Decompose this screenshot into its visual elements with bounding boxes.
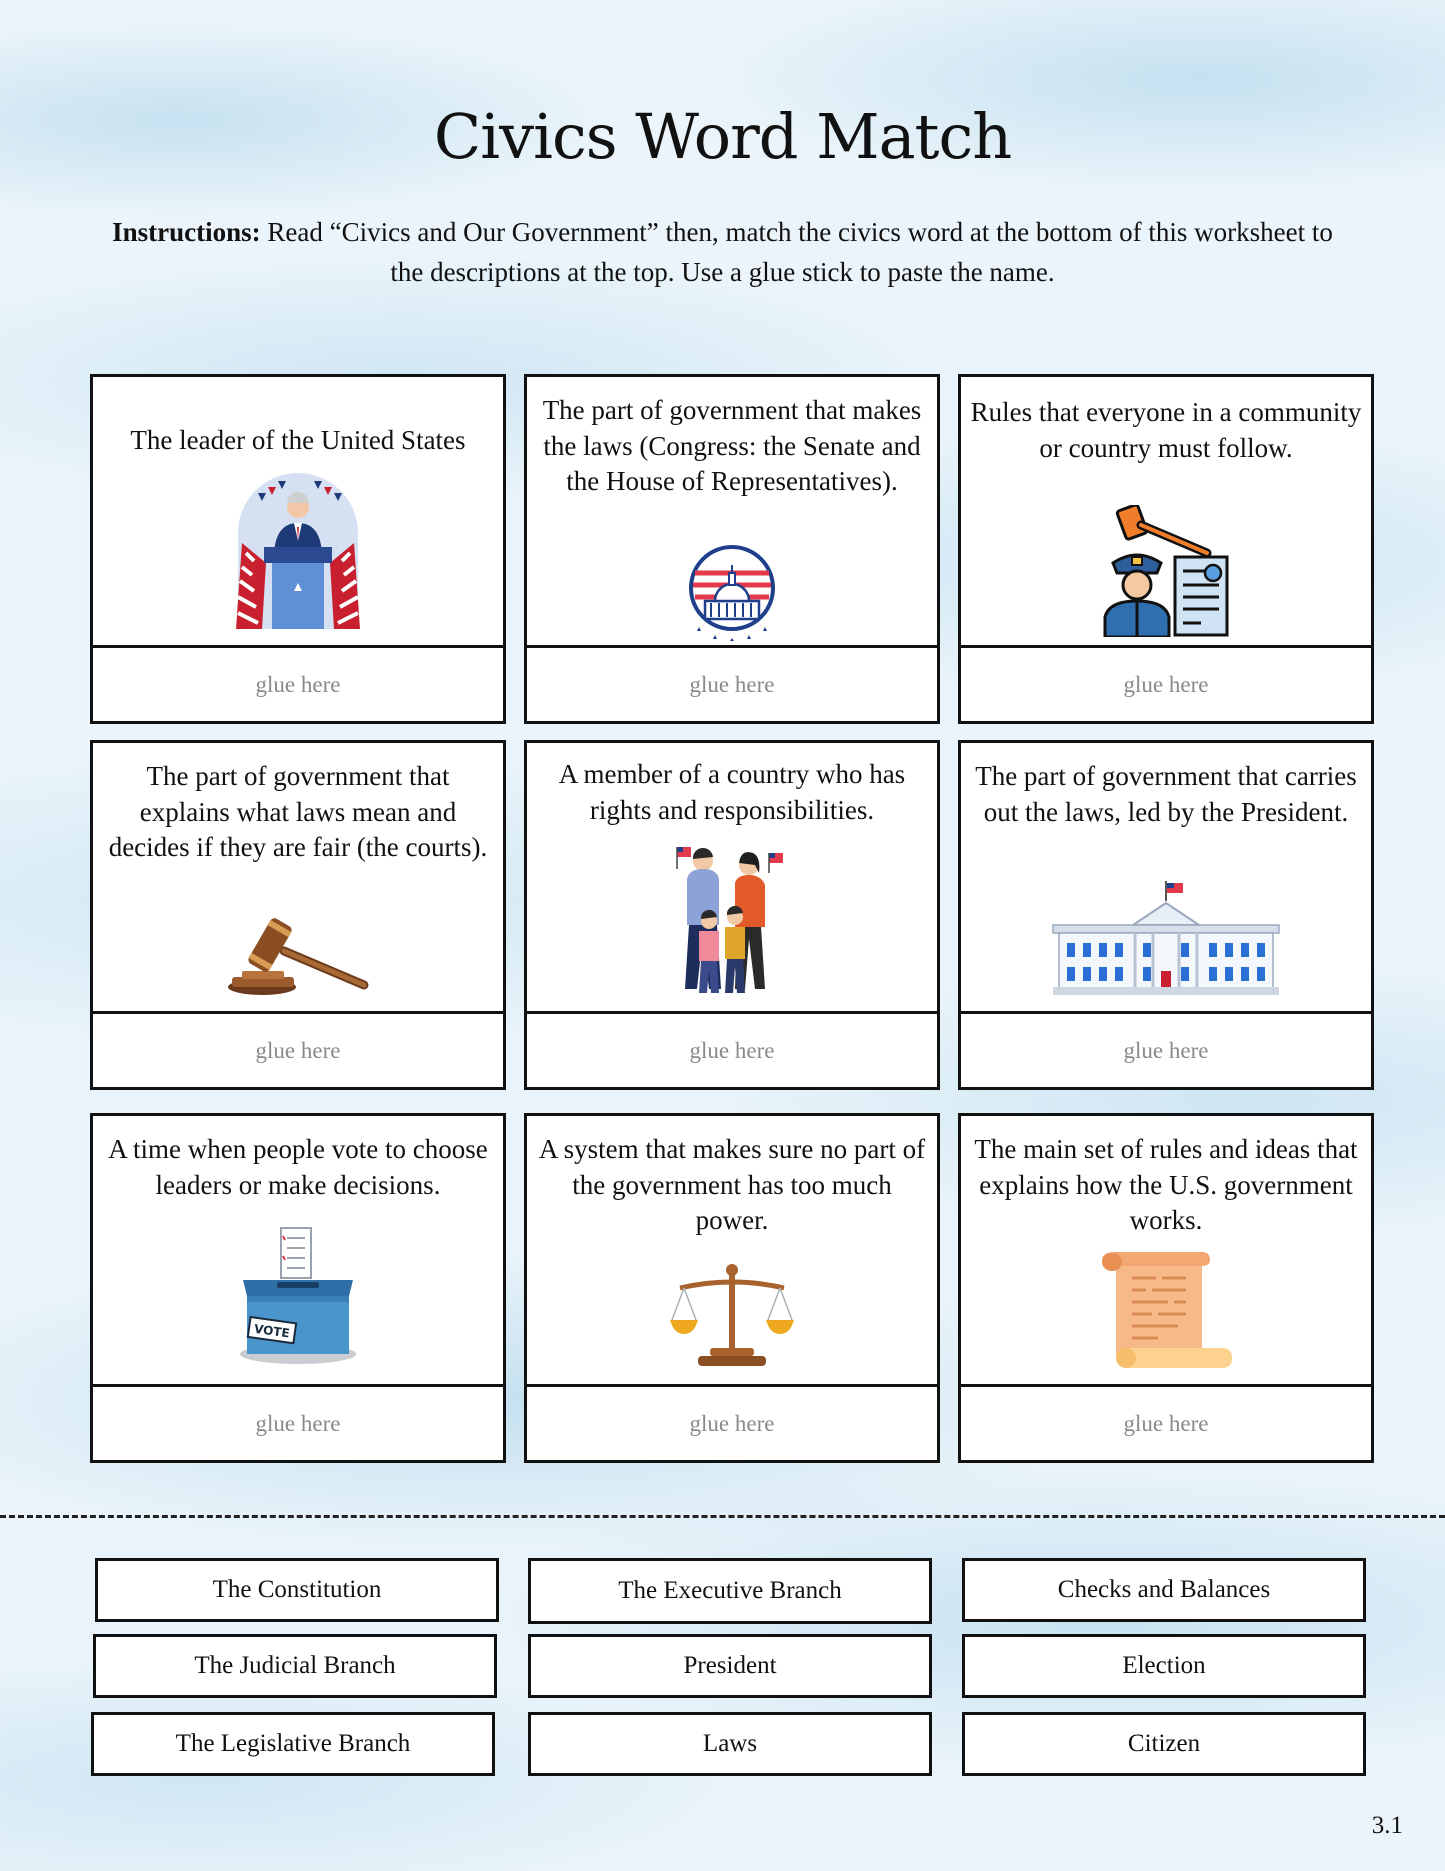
white-house-icon xyxy=(1049,879,1283,997)
card-description: The leader of the United States xyxy=(130,425,466,455)
scales-icon xyxy=(670,1262,794,1368)
glue-here-area[interactable]: glue here xyxy=(255,1037,341,1063)
scroll-icon xyxy=(1098,1252,1234,1368)
glue-here-area[interactable]: glue here xyxy=(255,1410,341,1436)
family-flags-icon xyxy=(669,839,795,1001)
word-card-the-judicial-branch[interactable]: The Judicial Branch xyxy=(93,1634,497,1698)
description-card-judicial xyxy=(90,740,506,1090)
glue-here-area[interactable]: glue here xyxy=(689,671,775,697)
card-description: A member of a country who has rights and responsibilities. xyxy=(558,759,906,825)
ballot-box-icon xyxy=(237,1226,359,1366)
police-gavel-document-icon xyxy=(1101,505,1231,637)
word-card-president[interactable]: President xyxy=(528,1634,932,1698)
card-description: The main set of rules and ideas that explains how the U.S. government works. xyxy=(974,1134,1358,1235)
glue-here-area[interactable]: glue here xyxy=(689,1410,775,1436)
word-card-the-constitution[interactable]: The Constitution xyxy=(95,1558,499,1622)
word-card-the-executive-branch[interactable]: The Executive Branch xyxy=(528,1558,932,1624)
glue-here-area[interactable]: glue here xyxy=(1123,671,1209,697)
description-card-laws xyxy=(958,374,1374,724)
description-card-constitution xyxy=(958,1113,1374,1463)
card-description: The part of government that carries out the laws, led by the President. xyxy=(975,761,1357,827)
instructions-text: Read “Civics and Our Government” then, match the civics word at the bottom of this worksheet to the descriptions at the top. Use a glue stick to paste the name. xyxy=(260,217,1333,287)
glue-here-area[interactable]: glue here xyxy=(1123,1410,1209,1436)
instructions-label: Instructions: xyxy=(112,217,261,247)
card-description: A time when people vote to choose leaders or make decisions. xyxy=(108,1134,488,1200)
card-description: The part of government that explains what laws mean and decides if they are fair (the courts). xyxy=(108,761,488,862)
president-podium-icon xyxy=(228,473,368,629)
gavel-icon xyxy=(226,915,370,997)
ballot-vote-label: VOTE xyxy=(253,1321,291,1341)
description-card-president xyxy=(90,374,506,724)
description-card-citizen xyxy=(524,740,940,1090)
description-card-checks xyxy=(524,1113,940,1463)
description-card-election xyxy=(90,1113,506,1463)
description-card-legislative xyxy=(524,374,940,724)
page-title: Civics Word Match xyxy=(433,100,1012,173)
card-description: A system that makes sure no part of the government has too much power. xyxy=(538,1134,926,1235)
page-number: 3.1 xyxy=(1371,1812,1403,1839)
cut-line xyxy=(0,1515,1445,1518)
card-description: Rules that everyone in a community or country must follow. xyxy=(970,397,1362,463)
word-card-laws[interactable]: Laws xyxy=(528,1712,932,1776)
word-card-election[interactable]: Election xyxy=(962,1634,1366,1698)
instructions xyxy=(110,212,1335,292)
word-card-checks-and-balances[interactable]: Checks and Balances xyxy=(962,1558,1366,1622)
word-card-the-legislative-branch[interactable]: The Legislative Branch xyxy=(91,1712,495,1776)
capitol-building-icon xyxy=(687,543,777,641)
word-card-citizen[interactable]: Citizen xyxy=(962,1712,1366,1776)
glue-here-area[interactable]: glue here xyxy=(255,671,341,697)
glue-here-area[interactable]: glue here xyxy=(1123,1037,1209,1063)
card-description: The part of government that makes the laws (Congress: the Senate and the House of Representatives). xyxy=(542,395,922,496)
description-card-executive xyxy=(958,740,1374,1090)
glue-here-area[interactable]: glue here xyxy=(689,1037,775,1063)
